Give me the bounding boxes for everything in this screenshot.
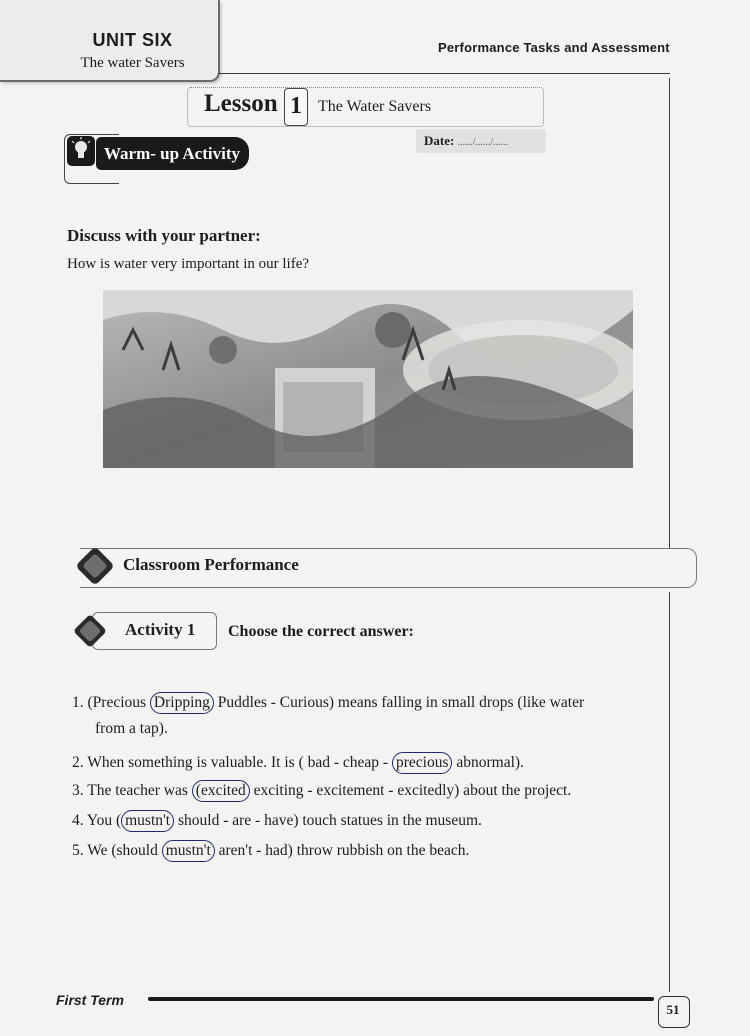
date-field[interactable] bbox=[416, 129, 546, 153]
question-number: 3. bbox=[72, 782, 84, 799]
question-text: We (should bbox=[83, 842, 162, 859]
diamond-bullet-icon bbox=[72, 543, 118, 589]
frame-right-line-lower bbox=[669, 592, 670, 992]
discuss-question: How is water very important in our life? bbox=[67, 256, 310, 272]
date-value: ....../....../...... bbox=[457, 137, 509, 148]
date-label: Date: bbox=[424, 133, 455, 148]
activity-instruction: Choose the correct answer: bbox=[228, 623, 414, 640]
circled-answer[interactable]: mustn't bbox=[121, 810, 174, 832]
question-4 bbox=[72, 810, 482, 832]
question-number: 4. bbox=[72, 812, 84, 829]
question-text: should - are - have) touch statues in the museum. bbox=[174, 812, 482, 829]
photo-water-icon bbox=[103, 290, 633, 468]
question-number: 5. bbox=[72, 842, 84, 859]
question-text: aren't - had) throw rubbish on the beach. bbox=[214, 842, 470, 859]
footer-term-label: First Term bbox=[56, 992, 124, 1008]
question-text: exciting - excitement - excitedly) about the project. bbox=[249, 782, 572, 799]
lesson-label: Lesson bbox=[204, 90, 278, 117]
circled-answer[interactable]: (excited bbox=[192, 780, 250, 802]
footer-bar bbox=[148, 997, 654, 1001]
question-1-continuation: from a tap). bbox=[95, 720, 168, 737]
question-text: abnormal). bbox=[452, 754, 524, 771]
question-text: Puddles - Curious) means falling in small drops (like water bbox=[213, 694, 585, 711]
question-text: (Precious bbox=[83, 694, 150, 711]
question-text: You ( bbox=[83, 812, 122, 829]
activity-label: Activity 1 bbox=[125, 620, 196, 639]
unit-subtitle: The water Savers bbox=[80, 55, 185, 71]
page-number: 51 bbox=[666, 1002, 680, 1017]
classroom-performance-title: Classroom Performance bbox=[123, 555, 299, 574]
question-number: 1. bbox=[72, 694, 84, 711]
diamond-bullet-icon bbox=[70, 611, 110, 651]
frame-top-line bbox=[218, 73, 670, 74]
question-3 bbox=[72, 780, 571, 802]
lesson-title: The Water Savers bbox=[318, 98, 432, 115]
question-text: The teacher was bbox=[83, 782, 192, 799]
warmup-activity-label: Warm- up Activity bbox=[96, 137, 249, 170]
question-text: When something is valuable. It is ( bad - cheap - bbox=[83, 754, 392, 771]
lesson-number: 1 bbox=[284, 88, 308, 126]
circled-answer[interactable]: Dripping bbox=[150, 692, 214, 714]
section-header: Performance Tasks and Assessment bbox=[438, 40, 670, 55]
question-2 bbox=[72, 752, 524, 774]
circled-answer[interactable]: precious bbox=[392, 752, 453, 774]
discuss-title: Discuss with your partner: bbox=[67, 226, 261, 245]
frame-right-line bbox=[669, 78, 670, 548]
lightbulb-icon bbox=[66, 135, 96, 167]
question-5 bbox=[72, 840, 469, 862]
question-1 bbox=[72, 692, 584, 714]
unit-title: UNIT SIX bbox=[92, 30, 173, 50]
circled-answer[interactable]: mustn't bbox=[162, 840, 215, 862]
question-number: 2. bbox=[72, 754, 84, 771]
